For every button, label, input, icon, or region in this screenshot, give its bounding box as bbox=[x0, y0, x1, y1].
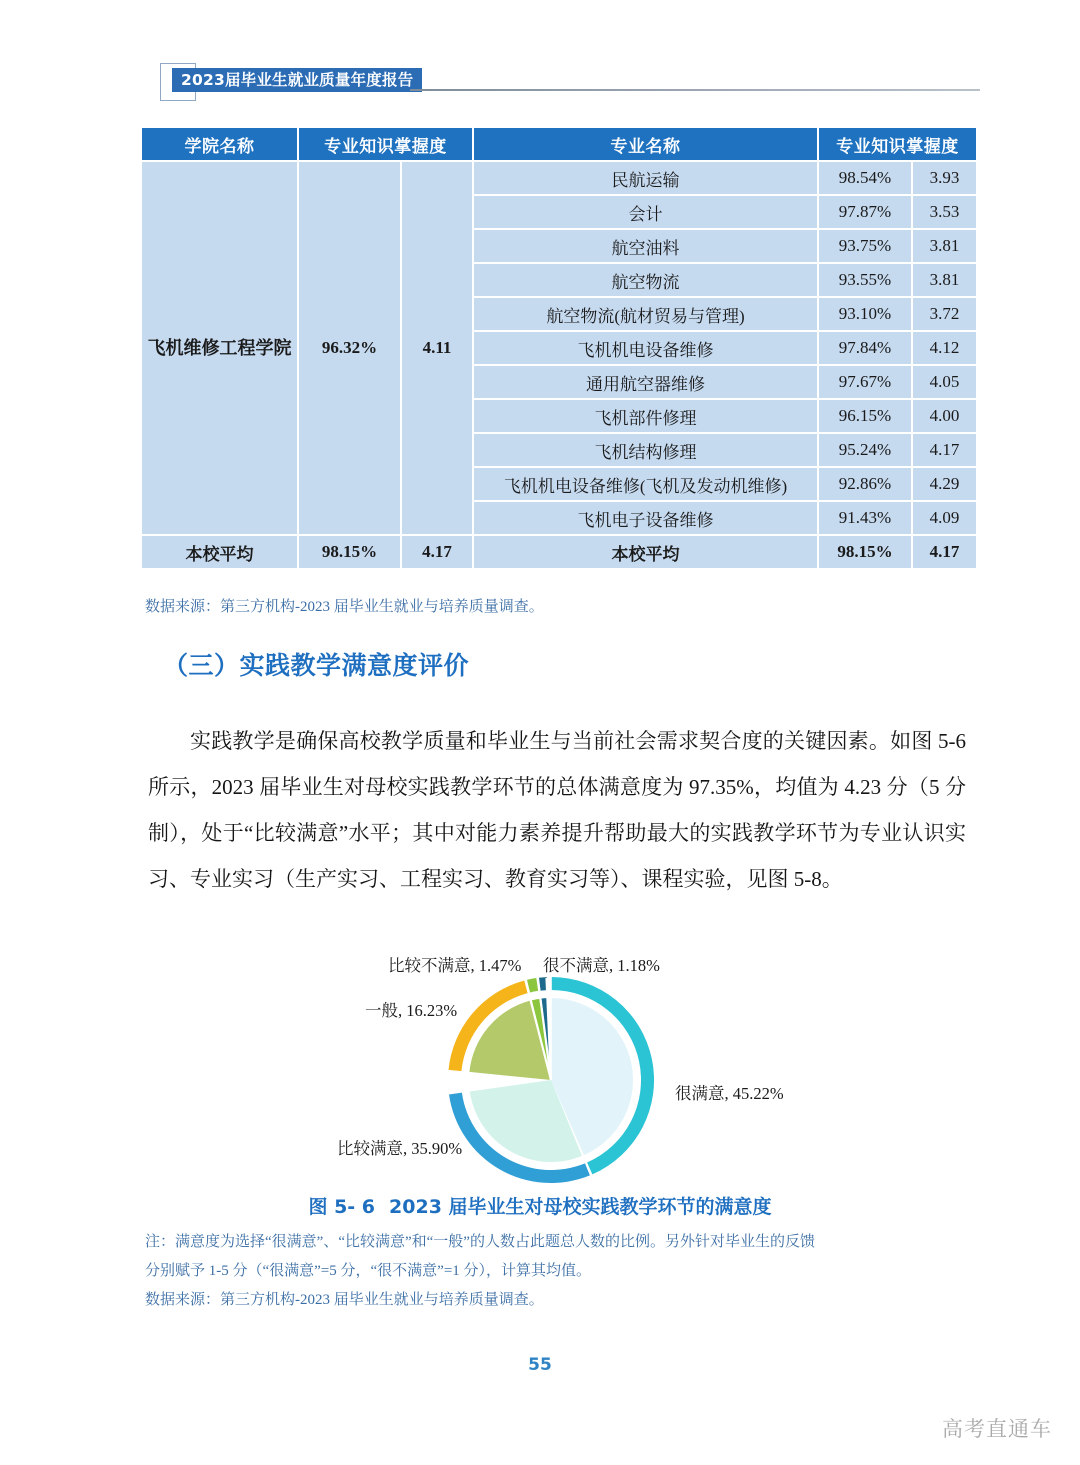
satisfaction-pie-chart bbox=[140, 935, 980, 1185]
pie-label-very-satisfied: 很满意, 45.22% bbox=[675, 1084, 784, 1103]
pie-label-fairly-dissatisfied: 比较不满意, 1.47% bbox=[388, 956, 522, 975]
col-header-major: 专业名称 bbox=[474, 128, 817, 160]
cell-average-score-right: 4.17 bbox=[913, 536, 976, 568]
cell-major-name: 会计 bbox=[474, 196, 817, 228]
section-paragraph: 实践教学是确保高校教学质量和毕业生与当前社会需求契合度的关键因素。如图 5-6 所示，2023 届毕业生对母校实践教学环节的总体满意度为 97.35%，均值为 4.23 分（5 分制），处于“比较满意”水平；其中对能力素养提升帮助最大的实践教学环节为专业认识实习、专业实习（生产实习、工程实习、教育实习等）、课程实验，见图 5-8。 bbox=[148, 729, 966, 891]
figure-caption-number: 图 5- 6 bbox=[308, 1196, 376, 1218]
mastery-table-wrapper bbox=[140, 126, 974, 570]
mastery-table bbox=[140, 126, 978, 570]
cell-major-percent: 95.24% bbox=[819, 434, 911, 466]
table-body bbox=[142, 162, 976, 568]
cell-major-score: 3.53 bbox=[913, 196, 976, 228]
figure-note-line1: 注：满意度为选择“很满意”、“比较满意”和“一般”的人数占此题总人数的比例。另外针对毕业生的反馈 bbox=[145, 1234, 815, 1250]
figure-caption bbox=[0, 1192, 1080, 1219]
cell-major-score: 4.05 bbox=[913, 366, 976, 398]
cell-average-label-right: 本校平均 bbox=[474, 536, 817, 568]
cell-major-percent: 97.84% bbox=[819, 332, 911, 364]
cell-major-score: 4.12 bbox=[913, 332, 976, 364]
cell-major-percent: 97.67% bbox=[819, 366, 911, 398]
cell-major-name: 航空油料 bbox=[474, 230, 817, 262]
cell-major-percent: 92.86% bbox=[819, 468, 911, 500]
cell-major-name: 航空物流(航材贸易与管理) bbox=[474, 298, 817, 330]
table-source-note: 数据来源：第三方机构-2023 届毕业生就业与培养质量调查。 bbox=[145, 599, 544, 615]
cell-major-name: 飞机电子设备维修 bbox=[474, 502, 817, 534]
table-row bbox=[142, 162, 976, 194]
pie-chart-group bbox=[449, 977, 655, 1183]
cell-college-name: 飞机维修工程学院 bbox=[142, 162, 297, 534]
col-header-college: 学院名称 bbox=[142, 128, 297, 160]
pie-label-average: 一般, 16.23% bbox=[365, 1001, 458, 1020]
col-header-mastery-right: 专业知识掌握度 bbox=[819, 128, 976, 160]
cell-major-name: 航空物流 bbox=[474, 264, 817, 296]
cell-major-score: 4.29 bbox=[913, 468, 976, 500]
cell-major-score: 4.09 bbox=[913, 502, 976, 534]
cell-major-score: 4.17 bbox=[913, 434, 976, 466]
cell-average-score-left: 4.17 bbox=[402, 536, 472, 568]
cell-college-score: 4.11 bbox=[402, 162, 472, 534]
page-number: 55 bbox=[528, 1355, 552, 1375]
cell-major-percent: 93.10% bbox=[819, 298, 911, 330]
page-running-header bbox=[0, 0, 1080, 110]
cell-major-percent: 98.54% bbox=[819, 162, 911, 194]
watermark: 高考直通车 bbox=[942, 1417, 1052, 1441]
cell-major-name: 飞机结构修理 bbox=[474, 434, 817, 466]
cell-major-percent: 93.55% bbox=[819, 264, 911, 296]
cell-major-score: 3.93 bbox=[913, 162, 976, 194]
cell-major-percent: 93.75% bbox=[819, 230, 911, 262]
cell-college-percent: 96.32% bbox=[299, 162, 400, 534]
cell-major-name: 飞机机电设备维修(飞机及发动机维修) bbox=[474, 468, 817, 500]
header-rule bbox=[410, 89, 980, 91]
running-title: 2023届毕业生就业质量年度报告 bbox=[172, 68, 422, 92]
pie-label-fairly-satisfied: 比较满意, 35.90% bbox=[337, 1139, 463, 1158]
cell-major-score: 3.81 bbox=[913, 230, 976, 262]
cell-major-score: 4.00 bbox=[913, 400, 976, 432]
figure-note bbox=[145, 1228, 975, 1286]
table-average-row bbox=[142, 536, 976, 568]
figure-caption-text: 2023 届毕业生对母校实践教学环节的满意度 bbox=[389, 1196, 772, 1218]
section-heading: （三）实践教学满意度评价 bbox=[163, 651, 470, 680]
cell-major-score: 3.81 bbox=[913, 264, 976, 296]
col-header-mastery-left: 专业知识掌握度 bbox=[299, 128, 472, 160]
cell-major-name: 通用航空器维修 bbox=[474, 366, 817, 398]
cell-major-percent: 96.15% bbox=[819, 400, 911, 432]
figure-note-line2: 分别赋予 1-5 分（“很满意”=5 分，“很不满意”=1 分），计算其均值。 bbox=[145, 1263, 592, 1279]
table-header-row bbox=[142, 128, 976, 160]
cell-average-percent-left: 98.15% bbox=[299, 536, 400, 568]
cell-major-score: 3.72 bbox=[913, 298, 976, 330]
cell-major-name: 民航运输 bbox=[474, 162, 817, 194]
cell-major-name: 飞机机电设备维修 bbox=[474, 332, 817, 364]
figure-source-note: 数据来源：第三方机构-2023 届毕业生就业与培养质量调查。 bbox=[145, 1292, 544, 1308]
cell-major-percent: 91.43% bbox=[819, 502, 911, 534]
cell-average-label-left: 本校平均 bbox=[142, 536, 297, 568]
pie-label-very-dissatisfied: 很不满意, 1.18% bbox=[543, 956, 660, 975]
cell-major-name: 飞机部件修理 bbox=[474, 400, 817, 432]
cell-major-percent: 97.87% bbox=[819, 196, 911, 228]
cell-average-percent-right: 98.15% bbox=[819, 536, 911, 568]
